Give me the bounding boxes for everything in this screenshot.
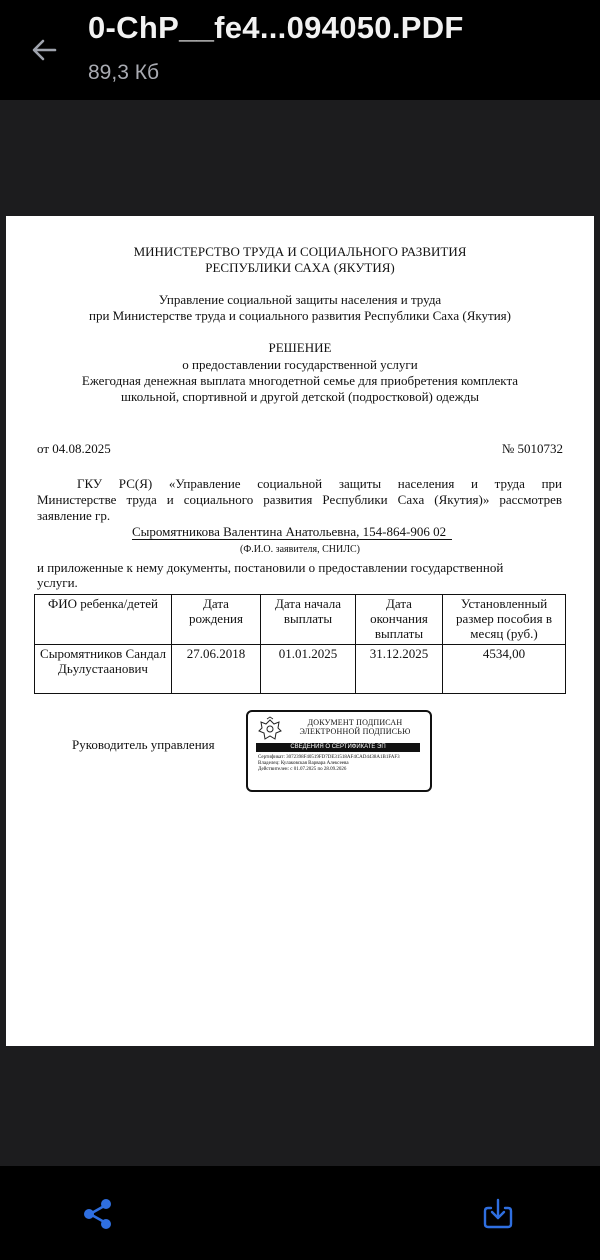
body-line-2: Министерстве труда и социального развития Республики Саха (Якутия)» рассмотрев xyxy=(37,492,562,507)
col-header-child-name: ФИО ребенка/детей xyxy=(35,595,172,645)
dept-line-1: Управление социальной защиты населения и труда xyxy=(158,292,442,307)
decision-subtitle-2: Ежегодная денежная выплата многодетной семье для приобретения комплекта xyxy=(81,373,519,388)
benefit-table xyxy=(34,594,566,694)
stamp-title-line-1: ДОКУМЕНТ ПОДПИСАН xyxy=(307,718,403,727)
pdf-page xyxy=(6,216,594,1046)
file-size: 89,3 Кб xyxy=(88,61,159,84)
table-header-row xyxy=(35,595,566,645)
decision-subtitle-3: школьной, спортивной и другой детской (подростковой) одежды xyxy=(121,389,479,404)
download-icon xyxy=(480,1196,516,1232)
file-name: 0-ChP__fe4...094050.PDF xyxy=(88,10,464,45)
back-button[interactable] xyxy=(24,30,64,70)
decision-date: от 04.08.2025 xyxy=(37,441,111,456)
download-button[interactable] xyxy=(480,1196,516,1232)
stamp-owner: Владелец: Кулаковская Варвара Алексеева xyxy=(258,761,349,766)
decision-subtitle-1: о предоставлении государственной услуги xyxy=(182,357,418,372)
applicant-name: Сыромятникова Валентина Анатольевна, 154-864-906 02 xyxy=(132,524,452,540)
decision-title: РЕШЕНИЕ xyxy=(268,340,332,355)
share-icon xyxy=(80,1196,116,1232)
stamp-cert-number: Сертификат: 3072398F40519FD7DE31518AF4CAD4438A1B1FAF3 xyxy=(258,755,400,760)
share-button[interactable] xyxy=(80,1196,116,1232)
coat-of-arms-icon xyxy=(256,716,284,744)
cell-child-name: Сыромятников Сандал Дьулустаанович xyxy=(35,645,172,694)
arrow-left-icon xyxy=(29,35,59,65)
cell-start-date: 01.01.2025 xyxy=(261,645,356,694)
table-row xyxy=(35,645,566,694)
dept-line-2: при Министерстве труда и социального развития Республики Саха (Якутия) xyxy=(89,308,511,323)
ministry-line-1: МИНИСТЕРСТВО ТРУДА И СОЦИАЛЬНОГО РАЗВИТИЯ xyxy=(133,244,467,259)
top-bar xyxy=(0,0,600,100)
applicant-caption: (Ф.И.О. заявителя, СНИЛС) xyxy=(239,544,361,555)
col-header-end-date: Дата окончания выплаты xyxy=(356,595,443,645)
cell-amount: 4534,00 xyxy=(443,645,566,694)
col-header-amount: Установленный размер пособия в месяц (руб.) xyxy=(443,595,566,645)
stamp-title-line-2: ЭЛЕКТРОННОЙ ПОДПИСЬЮ xyxy=(299,727,411,736)
body-line-1: ГКУ РС(Я) «Управление социальной защиты населения и труда при xyxy=(77,476,562,491)
body-line-5: услуги. xyxy=(37,575,78,590)
decision-number: № 5010732 xyxy=(501,441,563,456)
stamp-title xyxy=(284,718,426,736)
e-signature-stamp xyxy=(246,710,432,792)
bottom-toolbar xyxy=(0,1166,600,1260)
stamp-cert-header: СВЕДЕНИЯ О СЕРТИФИКАТЕ ЭП xyxy=(256,743,420,752)
cell-end-date: 31.12.2025 xyxy=(356,645,443,694)
col-header-start-date: Дата начала выплаты xyxy=(261,595,356,645)
body-line-3: заявление гр. xyxy=(37,508,111,523)
stamp-validity: Действителен: с 01.07.2025 по 28.09.2026 xyxy=(258,767,347,772)
ministry-line-2: РЕСПУБЛИКИ САХА (ЯКУТИЯ) xyxy=(205,260,395,275)
head-of-department-label: Руководитель управления xyxy=(72,737,215,752)
body-line-4: и приложенные к нему документы, постановили о предоставлении государственной xyxy=(37,560,504,575)
cell-birth-date: 27.06.2018 xyxy=(172,645,261,694)
col-header-birth-date: Дата рождения xyxy=(172,595,261,645)
